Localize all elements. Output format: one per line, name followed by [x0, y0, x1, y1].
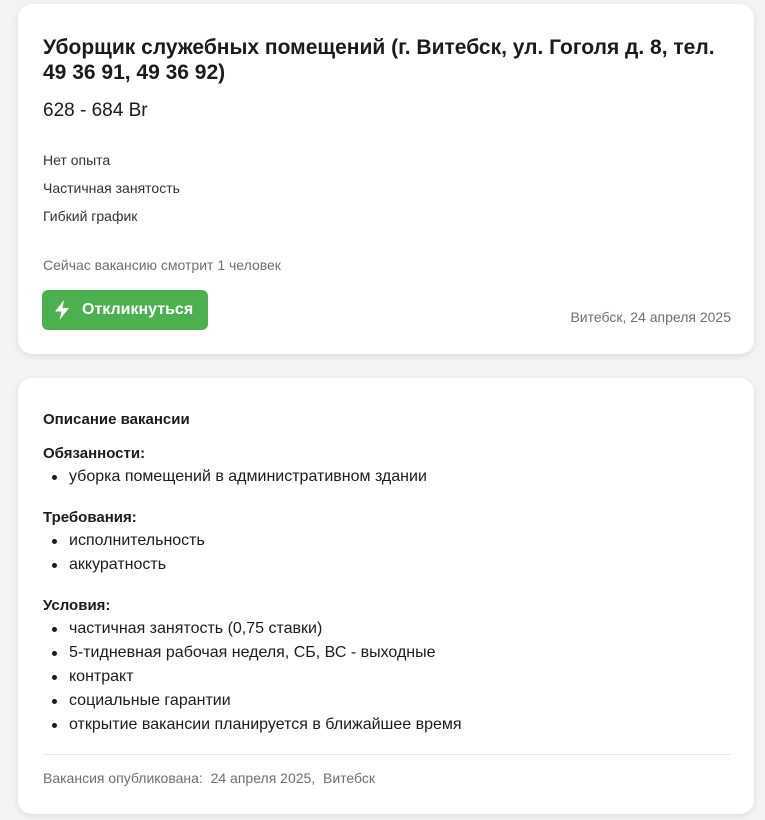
conditions-list — [43, 617, 462, 737]
list-item: открытие вакансии планируется в ближайшее время — [43, 713, 462, 737]
published-info — [43, 770, 375, 786]
list-item: уборка помещений в административном здании — [43, 465, 427, 489]
vacancy-description-card — [18, 378, 754, 814]
published-city: Витебск — [323, 770, 376, 786]
list-item: частичная занятость (0,75 ставки) — [43, 617, 462, 641]
description-title: Описание вакансии — [43, 411, 190, 428]
list-item: социальные гарантии — [43, 689, 462, 713]
list-item: контракт — [43, 665, 462, 689]
published-date: 24 апреля 2025, — [210, 770, 316, 786]
apply-button[interactable] — [42, 290, 208, 330]
published-label: Вакансия опубликована: — [43, 770, 203, 786]
tag-employment: Частичная занятость — [43, 180, 180, 196]
section-heading-requirements: Требования: — [43, 509, 137, 526]
section-heading-duties: Обязанности: — [43, 445, 146, 462]
requirements-list — [43, 529, 205, 577]
tag-schedule: Гибкий график — [43, 208, 138, 224]
salary: 628 - 684 Br — [43, 100, 148, 121]
lightning-bolt-icon — [54, 300, 70, 320]
vacancy-tags — [43, 150, 180, 234]
tag-experience: Нет опыта — [43, 152, 111, 168]
vacancy-title: Уборщик служебных помещений (г. Витебск, ул. Гоголя д. 8, тел. 49 36 91, 49 36 92) — [43, 36, 715, 84]
location-date: Витебск, 24 апреля 2025 — [570, 309, 731, 325]
duties-list — [43, 465, 427, 489]
list-item: 5-тидневная рабочая неделя, СБ, ВС - выходные — [43, 641, 462, 665]
divider — [43, 754, 731, 755]
section-heading-conditions: Условия: — [43, 597, 111, 614]
vacancy-header-card — [18, 4, 754, 354]
list-item: аккуратность — [43, 553, 205, 577]
apply-button-label: Откликнуться — [82, 301, 194, 318]
list-item: исполнительность — [43, 529, 205, 553]
viewers-count: Сейчас вакансию смотрит 1 человек — [43, 257, 281, 273]
